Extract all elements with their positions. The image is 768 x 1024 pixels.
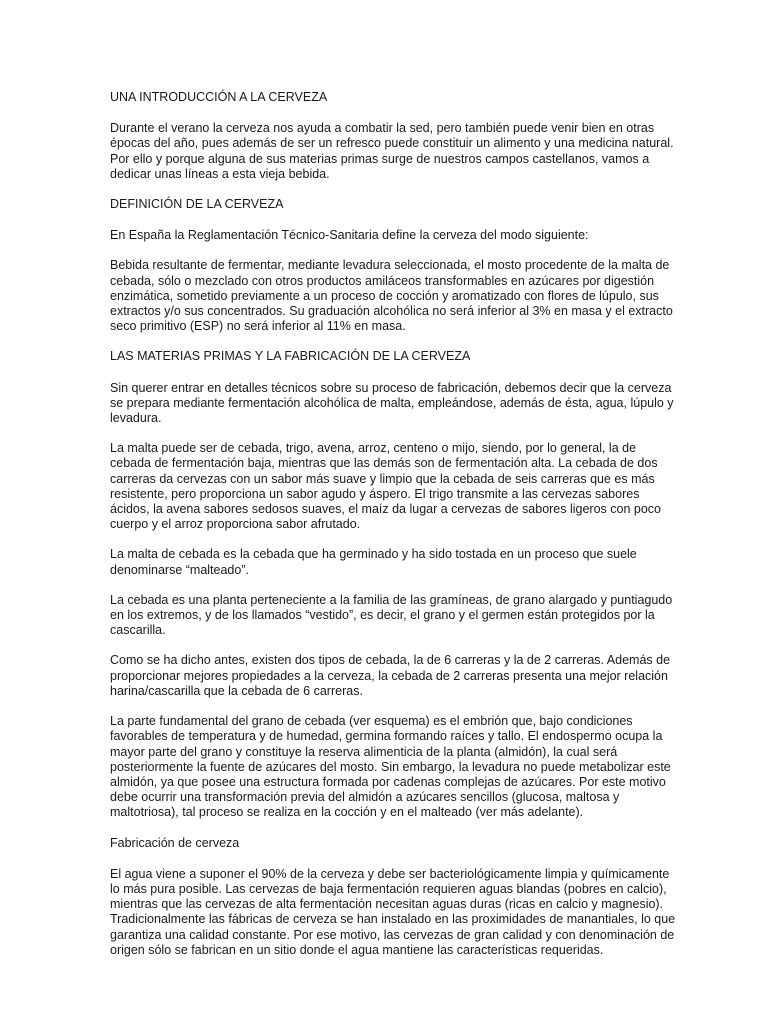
paragraph-malta-cebada: La malta de cebada es la cebada que ha germinado y ha sido tostada en un proceso que suele denominarse “malteado”. [110,547,637,577]
paragraph-cebada-planta: La cebada es una planta perteneciente a la familia de las gramíneas, de grano alargado y puntiagudo en los extremos, y de los llamados “vestido”, es decir, el grano y el germen están protegidos por la cascarilla. [110,592,673,638]
paragraph-definicion: Bebida resultante de fermentar, mediante levadura seleccionada, el mosto procedente de la malta de cebada, sólo o mezclado con otros productos amiláceos transformables en azúcares por digestión enzimática, sometido previamente a un proceso de cocción y aromatizado con flores de lúpulo, sus extractos y/o sus concentrados. Su graduación alcohólica no será inferior al 3% en masa y el extracto seco primitivo (ESP) no será inferior al 11% en masa. [110,258,673,334]
section-heading-definicion: DEFINICIÓN DE LA CERVEZA [110,197,284,212]
section-heading-materias-primas: LAS MATERIAS PRIMAS Y LA FABRICACIÓN DE LA CERVEZA [110,349,471,364]
paragraph-intro: Durante el verano la cerveza nos ayuda a combatir la sed, pero también puede venir bien en otras épocas del año, pues además de ser un refresco puede constituir un alimento y una medicina natural. Por ello y porque alguna de sus materias primas surge de nuestros campos castellanos, vamos a dedicar unas líneas a esta vieja bebida. [110,121,674,181]
paragraph-malta-tipos: La malta puede ser de cebada, trigo, avena, arroz, centeno o mijo, siendo, por lo general, la de cebada de fermentación baja, mientras que las demás son de fermentación alta. La cebada de dos carreras da cervezas con un sabor más suave y limpio que la cebada de seis carreras que es más resistente, pero proporciona un sabor agudo y áspero. El trigo transmite a las cervezas sabores ácidos, la avena sabores sedosos suaves, el maíz da lugar a cervezas de sabores ligeros con poco cuerpo y el arroz proporciona sabor afrutado. [110,441,662,532]
paragraph-proceso: Sin querer entrar en detalles técnicos sobre su proceso de fabricación, debemos decir que la cerveza se prepara mediante fermentación alcohólica de malta, empleándose, además de ésta, agua, lúpulo y levadura. [110,380,674,426]
paragraph-agua: El agua viene a suponer el 90% de la cerveza y debe ser bacteriológicamente limpia y químicamente lo más pura posible. Las cervezas de baja fermentación requieren aguas blandas (pobres en calcio), mientras que las cervezas de alta fermentación necesitan aguas duras (ricas en calcio y magnesio). Tradicionalmente las fábricas de cerveza se han instalado en las proximidades de manantiales, lo que garantiza una calidad constante. Por ese motivo, las cervezas de gran calidad y con denominación de origen sólo se fabrican en un sitio donde el agua mantiene las características requeridas. [110,866,676,957]
paragraph-grano-cebada: La parte fundamental del grano de cebada (ver esquema) es el embrión que, bajo condiciones favorables de temperatura y de humedad, germina formando raíces y tallo. El endospermo ocupa la mayor parte del grano y constituye la reserva alimenticia de la planta (almidón), la cual será posteriormente la fuente de azúcares del mosto. Sin embargo, la levadura no puede metabolizar este almidón, ya que posee una estructura formada por cadenas complejas de azúcares. Por este motivo debe ocurrir una transformación previa del almidón a azúcares sencillos (glucosa, maltosa y maltotriosa), tal proceso se realiza en la cocción y en el malteado (ver más adelante). [110,714,671,820]
paragraph-tipos-cebada: Como se ha dicho antes, existen dos tipos de cebada, la de 6 carreras y la de 2 carreras. Además de proporcionar mejores propiedades a la cerveza, la cebada de 2 carreras presenta una mejor relación harina/cascarilla que la cebada de 6 carreras. [110,653,671,698]
section-heading-fabricacion: Fabricación de cerveza [110,835,240,850]
paragraph-reglamentacion: En España la Reglamentación Técnico-Sanitaria define la cerveza del modo siguiente: [110,228,589,243]
document-title: UNA INTRODUCCIÓN A LA CERVEZA [110,90,328,104]
